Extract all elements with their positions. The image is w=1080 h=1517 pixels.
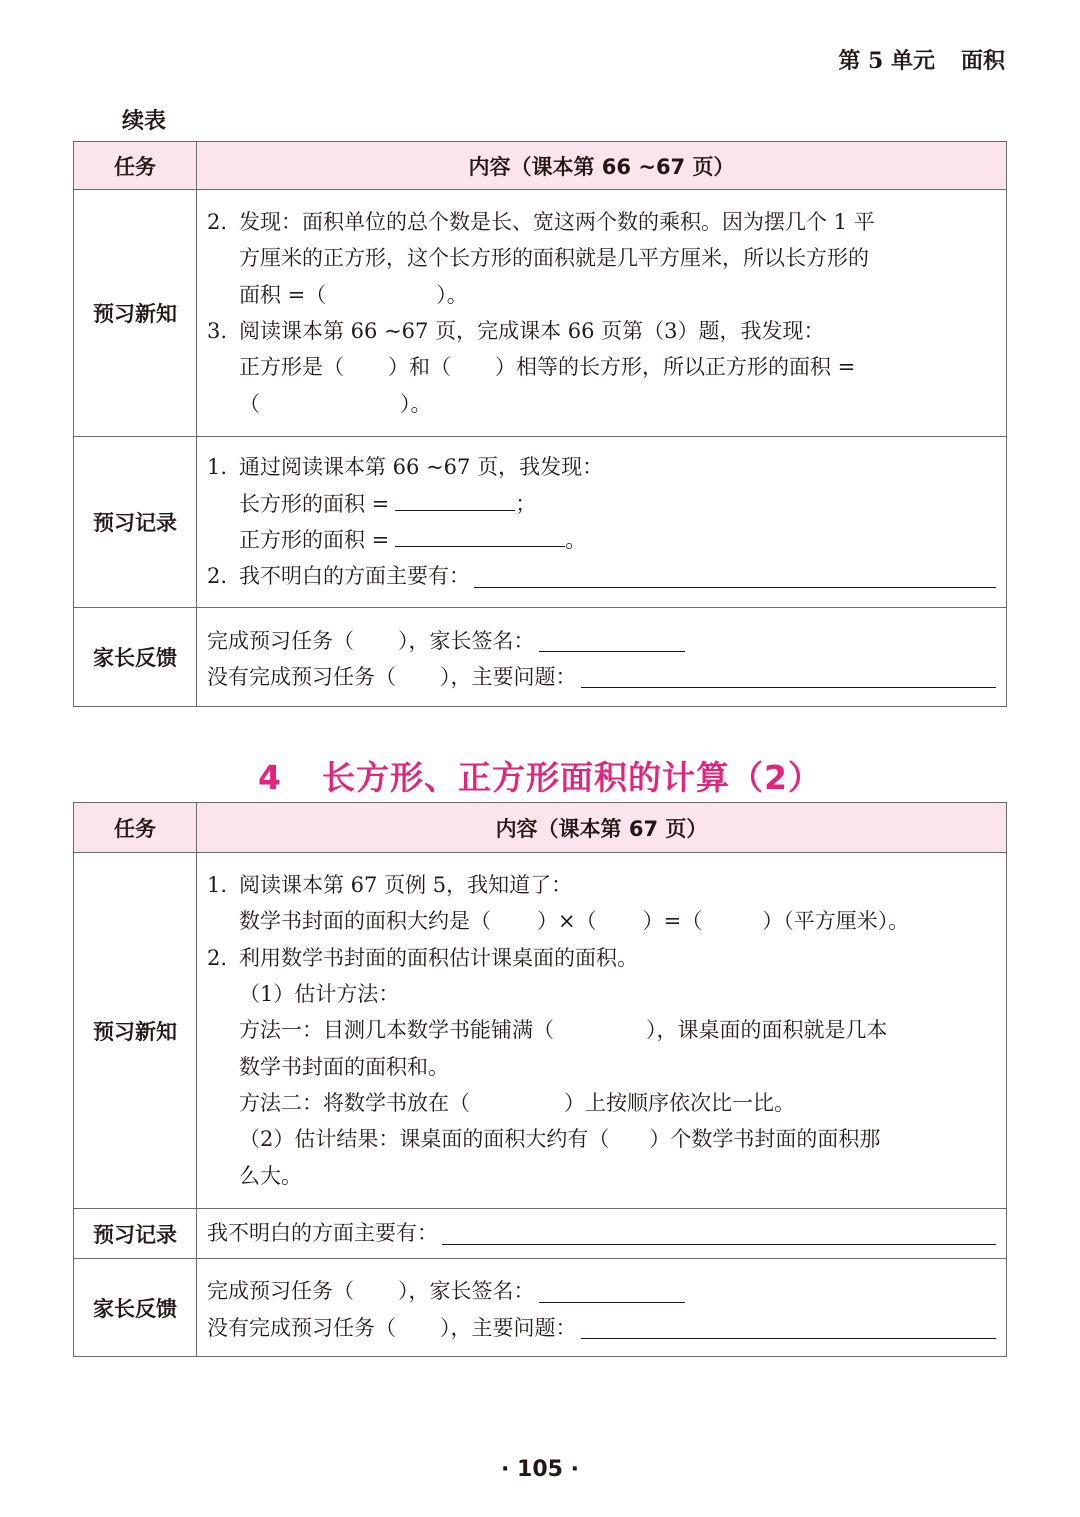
item-text: 阅读课本第 67 页例 5，我知道了： (239, 873, 573, 898)
item-text: 我不明白的方面主要有： (207, 1221, 438, 1246)
item-text: （ (239, 391, 260, 416)
item-text: 没有完成预习任务（ (207, 665, 396, 689)
col-header-task: 任务 (74, 142, 197, 190)
item-number: 2. (207, 564, 228, 589)
item-text: ）。 (436, 282, 468, 307)
item-text: ），家长签名： (398, 1279, 535, 1304)
item-text: ）。 (400, 391, 432, 416)
item-text: 正方形是（ (239, 355, 344, 380)
row-label: 家长反馈 (74, 608, 197, 707)
item-text: ）个数学书封面的面积那 (649, 1127, 881, 1152)
item-text: ），家长签名： (398, 628, 535, 653)
item-text: 长方形的面积 = (239, 491, 390, 516)
item-text: 数学书封面的面积和。 (239, 1054, 449, 1079)
table-row (74, 853, 1007, 1209)
item-text: 面积 =（ (239, 282, 327, 307)
item-text: 我不明白的方面主要有： (239, 564, 470, 589)
answer-line[interactable] (581, 1313, 997, 1339)
row-content (197, 853, 1007, 1209)
signature-line[interactable] (539, 630, 685, 652)
item-text: ）×（ (537, 909, 597, 934)
col-header-content: 内容（课本第 67 页） (197, 803, 1007, 853)
item-text: 完成预习任务（ (207, 1279, 354, 1304)
table-row (74, 1259, 1007, 1357)
item-text: 方法一：目测几本数学书能铺满（ (239, 1018, 554, 1043)
col-header-task: 任务 (74, 803, 197, 853)
section-number: 4 (258, 758, 282, 797)
item-text: ），课桌面的面积就是几本 (646, 1018, 888, 1043)
row-label: 预习记录 (74, 437, 197, 608)
item-text: 发现：面积单位的总个数是长、宽这两个数的乘积。因为摆几个 1 平 (239, 210, 875, 235)
item-number: 2. (207, 210, 228, 235)
item-text: 正方形的面积 = (239, 528, 390, 552)
section-heading: 长方形、正方形面积的计算（2） (322, 758, 822, 797)
item-text: ）相等的长方形，所以正方形的面积 = (495, 355, 856, 380)
table-row (74, 190, 1007, 437)
item-text: 么大。 (239, 1163, 302, 1188)
answer-line[interactable] (395, 525, 565, 547)
item-text: 没有完成预习任务（ (207, 1315, 396, 1340)
row-content (197, 190, 1007, 437)
answer-line[interactable] (474, 562, 996, 588)
page-number: · 105 · (501, 1457, 579, 1482)
table-continued (73, 141, 1007, 707)
item-text: ）=（ (642, 909, 703, 934)
signature-line[interactable] (539, 1281, 685, 1303)
item-text: 通过阅读课本第 66 ~67 页，我发现： (239, 455, 604, 480)
section-title (0, 752, 1080, 799)
page-header (838, 44, 1005, 75)
item-text: 阅读课本第 66 ~67 页，完成课本 66 页第（3）题，我发现： (239, 319, 825, 343)
row-content (197, 1259, 1007, 1357)
item-text: ； (515, 491, 537, 516)
item-text: ），主要问题： (440, 1315, 577, 1340)
answer-line[interactable] (395, 489, 515, 511)
unit-topic: 面积 (960, 48, 1005, 74)
item-number: 2. (207, 945, 228, 970)
table-row (74, 437, 1007, 608)
table-lesson-4 (73, 802, 1007, 1357)
item-text: ），主要问题： (440, 665, 577, 689)
answer-line[interactable] (581, 662, 997, 688)
row-content (197, 608, 1007, 707)
table-row (74, 608, 1007, 707)
row-label: 家长反馈 (74, 1259, 197, 1357)
item-text: （1）估计方法： (239, 982, 400, 1007)
item-text: 完成预习任务（ (207, 628, 354, 653)
item-text: 。 (565, 528, 587, 552)
item-text: ）（平方厘米）。 (762, 909, 910, 934)
item-number: 1. (207, 455, 228, 480)
item-number: 1. (207, 873, 228, 898)
item-text: 方厘米的正方形，这个长方形的面积就是几平方厘米，所以长方形的 (239, 246, 869, 271)
item-text: ）和（ (388, 355, 451, 380)
row-content (197, 1209, 1007, 1259)
row-content (197, 437, 1007, 608)
item-number: 3. (207, 319, 228, 343)
continued-label: 续表 (122, 108, 167, 134)
item-text: 方法二：将数学书放在（ (239, 1090, 470, 1115)
answer-line[interactable] (442, 1219, 996, 1245)
row-label: 预习记录 (74, 1209, 197, 1259)
item-text: 数学书封面的面积大约是（ (239, 909, 491, 934)
item-text: 利用数学书封面的面积估计课桌面的面积。 (239, 945, 638, 970)
item-text: ）上按顺序依次比一比。 (564, 1090, 795, 1115)
row-label: 预习新知 (74, 853, 197, 1209)
col-header-content: 内容（课本第 66 ~67 页） (197, 142, 1007, 190)
item-text: （2）估计结果：课桌面的面积大约有（ (239, 1127, 610, 1152)
unit-label: 第 5 单元 (838, 48, 935, 74)
table-row (74, 1209, 1007, 1259)
row-label: 预习新知 (74, 190, 197, 437)
